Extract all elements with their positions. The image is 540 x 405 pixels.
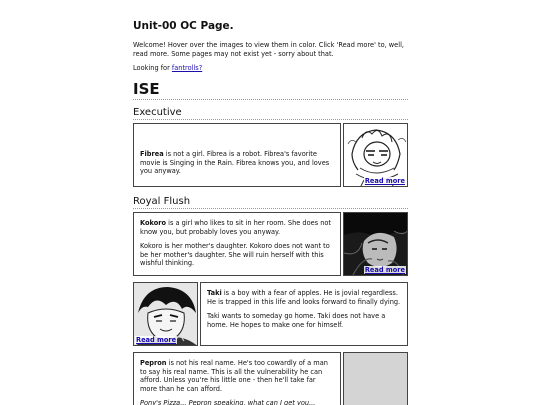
kokoro-read-more-link[interactable]: Read more	[364, 266, 405, 274]
kokoro-description-2: Kokoro is her mother's daughter. Kokoro does not want to be her mother's daughter. She will ruin herself with this wishful thinking.	[140, 242, 330, 267]
fantrolls-prefix: Looking for	[133, 64, 172, 72]
fibrea-portrait[interactable]	[343, 123, 408, 187]
fibrea-description	[140, 150, 334, 176]
character-card-kokoro	[133, 212, 341, 276]
fibrea-text: is not a girl. Fibrea is a robot. Fibrea's favorite movie is Singing in the Rain. Fibrea knows you, and loves you anyway.	[140, 150, 330, 175]
fantrolls-line	[133, 64, 202, 72]
pepron-name: Pepron	[140, 359, 167, 367]
kokoro-name: Kokoro	[140, 219, 167, 227]
taki-portrait[interactable]	[133, 282, 198, 346]
pepron-description-1	[140, 359, 334, 393]
character-card-pepron	[133, 352, 341, 405]
fibrea-read-more-link[interactable]: Read more	[364, 177, 405, 185]
pepron-text-1: is not his real name. He's too cowardly of a man to say his real name. This is all the vulnerability he can afford. Unless you're his little one - then he'll take far more than he can afford.	[140, 359, 328, 393]
taki-description-2: Taki wants to someday go home. Taki does not have a home. He hopes to make one for himself.	[207, 312, 386, 329]
pepron-quote: Pony's Pizza... Pepron speaking, what can I get you...	[140, 399, 316, 405]
group-title-executive: Executive	[133, 107, 408, 120]
kokoro-portrait[interactable]	[343, 212, 408, 276]
taki-description-1	[207, 289, 401, 306]
taki-text-1: is a boy with a fear of apples. He is jovial regardless. He is trapped in this life and looks forward to finally dying.	[207, 289, 401, 306]
kokoro-text-1: is a girl who likes to sit in her room. She does not know you, but probably loves you anyway.	[140, 219, 332, 236]
taki-read-more-link[interactable]: Read more	[136, 336, 177, 344]
fibrea-name: Fibrea	[140, 150, 164, 158]
fantrolls-link[interactable]: fantrolls?	[171, 64, 203, 72]
group-title-royal-flush: Royal Flush	[133, 196, 408, 209]
taki-name: Taki	[207, 289, 222, 297]
pepron-description-2	[140, 399, 334, 405]
page-title: Unit-00 OC Page.	[133, 20, 234, 32]
section-title-ise: ISE	[133, 80, 408, 100]
intro-text: Welcome! Hover over the images to view them in color. Click 'Read more' to, well, read more. Some pages may not exist yet - sorry about that.	[133, 41, 405, 58]
kokoro-description-1	[140, 219, 334, 236]
pepron-portrait-placeholder[interactable]	[343, 352, 408, 405]
character-card-fibrea	[133, 123, 341, 187]
character-card-taki	[200, 282, 408, 346]
